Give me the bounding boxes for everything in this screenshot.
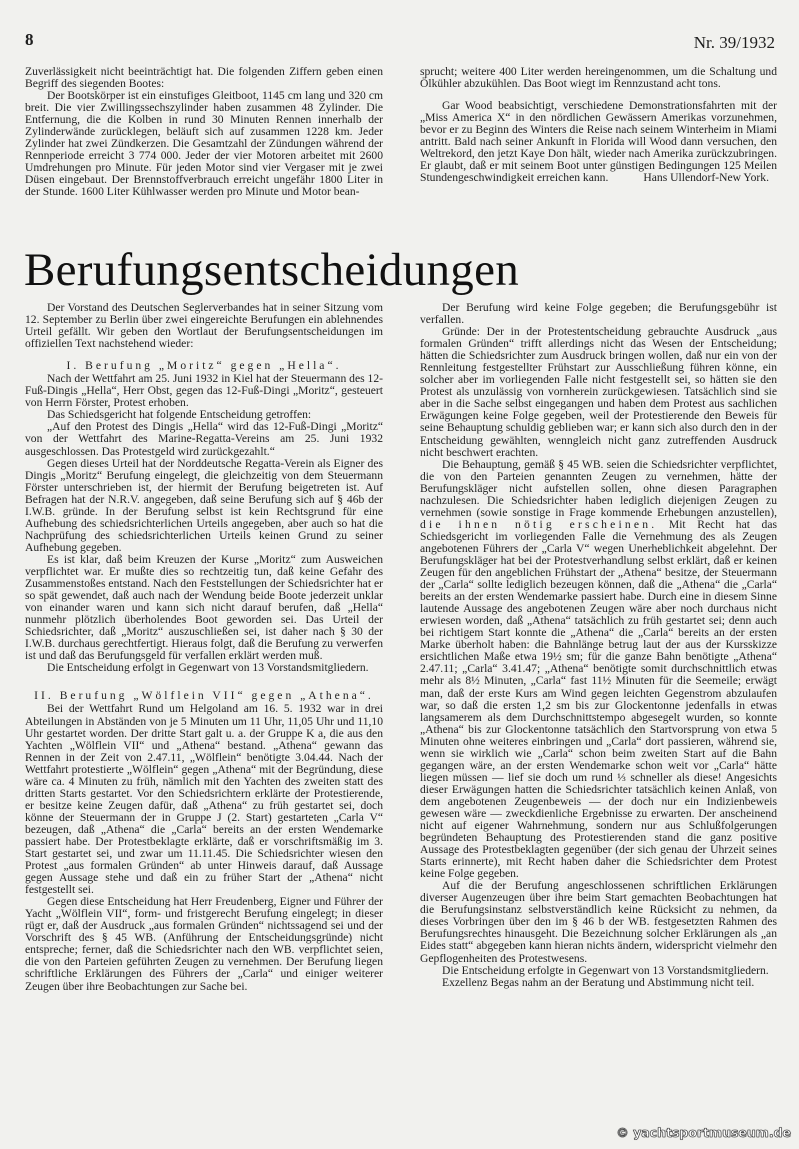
paragraph: Der Bootskörper ist ein einstufiges Gleitboot, 1145 cm lang und 320 cm breit. Die vier Zwillingssechszylinder haben zusammen 48 Zylinder. Die Entfernung, die die Kolben in rund 30 Minuten Rennen innerhalb der Zylinderwände zurücklegen, beläuft sich auf zusammen 1228 km. Jeder Zylinder hat zwei Zündkerzen. Die Gesamtzahl der Zündungen während der Rennperiode erreicht 3 774 000. Jeder der vier Motoren arbeitet mit 2600 Umdrehungen pro Minute. Für jeden Motor sind vier Vergaser mit je zwei Düsen eingebaut. Der Brennstoffverbrauch erreicht ungefähr 1800 Liter in der Stunde. 1600 Liter Kühlwasser werden pro Minute und Motor bean-: [25, 89, 383, 199]
paragraph: Auf die der Berufung angeschlossenen schriftlichen Erklärungen diverser Augenzeugen über ihre beim Start gemachten Beobachtungen hat die Berufungsinstanz selbstverständlich keine Rücksicht zu nehmen, da dieses Vorbringen über den im § 46 b der WB. festgesetzten Rahmen des Berufungsrechtes hinausgeht. Die Bezeichnung solcher Erklärungen als „an Eides statt“ abgegeben kann hieran nichts ändern, widerspricht vielmehr den Gepflogenheiten des Protestwesens.: [420, 879, 777, 965]
paragraph: „Auf den Protest des Dingis „Hella“ wird das 12-Fuß-Dingi „Moritz“ von der Wettfahrt des Marine-Regatta-Vereins am 25. Juni 1932 ausgeschlossen. Das Protestgeld wird zurückgezahlt.“: [25, 420, 383, 458]
paragraph: Nach der Wettfahrt am 25. Juni 1932 in Kiel hat der Steuermann des 12-Fuß-Dingis „Hella“, Herr Obst, gegen das 12-Fuß-Dingi „Moritz“, gesteuert von Herrn Förster, Protest erhoben.: [25, 372, 383, 410]
paragraph: Zuverlässigkeit nicht beeinträchtigt hat. Die folgenden Ziffern geben einen Begriff des siegenden Bootes:: [25, 65, 383, 91]
page-number: 8: [25, 30, 34, 49]
paragraph: Die Entscheidung erfolgte in Gegenwart von 13 Vorstandsmitgliedern.: [442, 963, 769, 977]
article-left-column: [25, 302, 383, 993]
paragraph: Es ist klar, daß beim Kreuzen der Kurse „Moritz“ zum Ausweichen verpflichtet war. Er mußte dies so rechtzeitig tun, daß keine Gefahr des Zusammenstoßes entstand. Nach den Feststellungen der Schiedsrichter hat er so spät gewendet, daß auch nach der Wendung beide Boote jederzeit unklar von einander waren und kann sich nicht darauf berufen, daß „Hella“ nunmehr plötzlich überholendes Boot geworden sei. Das Urteil der Schiedsrichter, daß „Moritz“ auszuschließen sei, ist daher nach § 30 der I.W.B. durchaus gerechtfertigt. Hieraus folgt, daß die Berufung zu verwerfen ist und daß das Berufungsgeld für verfallen erklärt werden muß.: [25, 552, 383, 663]
section-heading-1: I. Berufung „Moritz“ gegen „Hella“.: [66, 359, 342, 373]
paragraph: Exzellenz Begas nahm an der Beratung und Abstimmung nicht teil.: [442, 975, 755, 989]
paragraph: [420, 459, 777, 881]
previous-article-left-column: [25, 66, 383, 199]
paragraph-text: Die Behauptung, gemäß § 45 WB. seien die Schiedsrichter verpflichtet, die von den Parteien genannten Zeugen zu vernehmen, hätte der Berufungskläger nicht aufstellen sollen, ohne diesen Paragraphen nachzulesen. Die Schiedsrichter haben lediglich diejenigen Zeugen zu vernehmen (sowie sonstige in Frage kommende Erhebungen anzustellen),: [420, 457, 777, 519]
paragraph: sprucht; weitere 400 Liter werden hereingenommen, um die Schaltung und Ölkühler abzukühlen. Das Boot wiegt im Rennzustand acht tons.: [420, 65, 777, 91]
article-title: Berufungsentscheidungen: [24, 244, 520, 296]
previous-article-right-column: [420, 66, 777, 184]
section-heading-2: II. Berufung „Wölflein VII“ gegen „Athena“.: [34, 689, 374, 703]
paragraph: [420, 100, 777, 184]
paragraph: Gegen dieses Urteil hat der Norddeutsche Regatta-Verein als Eigner des Dingis „Moritz“ Berufung eingelegt, die gleichzeitig von dem Steuermann Förster unterschrieben ist, der hiermit der Berufung beigetreten ist. Auf Befragen hat der N.R.V. angegeben, daß seine Berufung sich auf § 46b der I.W.B. gründe. In der Berufung selbst ist kein Rechtsgrund für eine Aufhebung des schiedsrichterlichen Urteils angegeben, aber auch so hat die Nachprüfung des schiedsrichterlichen Urteils keinen Grund zu seiner Aufhebung gegeben.: [25, 456, 383, 554]
paragraph: Das Schiedsgericht hat folgende Entscheidung getroffen:: [47, 408, 312, 422]
paragraph: Die Entscheidung erfolgt in Gegenwart von 13 Vorstandsmitgliedern.: [47, 661, 369, 675]
emphasized-text: die ihnen nötig erscheinen.: [420, 517, 658, 531]
paragraph-text: Gar Wood beabsichtigt, verschiedene Demonstrationsfahrten mit der „Miss America X“ in den nördlichen Gewässern Amerikas vorzunehmen, bevor er zu Beginn des Winters die Reise nach seinem Winterheim in Miami antritt. Bald nach seiner Ankunft in Florida will Wood dann versuchen, den Weltrekord, den jetzt Kaye Don hält, wieder nach Amerika zurückzubringen. Er glaubt, daß er mit seinem Boot unter günstigen Bedingungen 125 Meilen Stundengeschwindigkeit erreichen kann.: [420, 99, 777, 185]
paragraph: Bei der Wettfahrt Rund um Helgoland am 16. 5. 1932 war in drei Abteilungen in Abständen von je 5 Minuten um 11 Uhr, 11,05 Uhr und 11,10 Uhr gestartet worden. Der dritte Start galt u. a. der Gruppe K a, die aus den Yachten „Wölflein VII“ und „Athena“ bestand. „Athena“ gewann das Rennen in der Zeit von 2.47.11, „Wölflein“ benötigte 3.04.44. Nach der Wettfahrt protestierte „Wölflein“ gegen „Athena“ mit der Begründung, diese wäre ca. 4 Minuten zu früh, nämlich mit den Yachten des zweiten statt des dritten Starts gestartet. Vor den Schiedsrichtern erklärte der Protestierende, er besitze keine Zeugen dafür, daß „Athena“ zu früh gestartet sei, doch könne der Steuermann der in Gruppe J (2. Start) gestarteten „Carla V“ bezeugen, daß „Athena“ die „Carla“ bereits an der ersten Wendemarke passiert habe. Der Protestbeklagte erklärte, daß er vorschriftsmäßig im 3. Start gestartet sei, und zwar um 11.11.45. Die Schiedsrichter wiesen den Protest „aus formalen Gründen“ ab unter Hinweis darauf, daß Aussage gegen Aussage stehe und daß ein zu früher Start der „Athena“ nicht festgestellt sei.: [25, 702, 383, 897]
paragraph: Der Berufung wird keine Folge gegeben; die Berufungsgebühr ist verfallen.: [420, 301, 777, 327]
paragraph: Gründe: Der in der Protestentscheidung gebrauchte Ausdruck „aus formalen Gründen“ trifft allerdings nicht das Wesen der Entscheidung; hätten die Schiedsrichter zum Ausdruck bringen wollen, daß nur ein von der Rennleitung festgestellter Frühstart zur Ausschließung führen könne, ein solcher aber im vorliegenden Falle nicht festgestellt sei, so hätten sie den Protest als unzulässig von vornherein zurückgewiesen. Tatsächlich sind sie aber in die Sache selbst eingegangen und haben dem Protest aus sachlichen Erwägungen keine Folge gegeben, weil der Protestierende den Beweis für seine Behauptung schuldig geblieben war; er kann sich also durch den in der Entscheidung gewählten, wenngleich nicht ganz zutreffenden Ausdruck nicht beschwert erachten.: [420, 325, 777, 459]
issue-number: Nr. 39/1932: [693, 33, 775, 52]
paragraph: Gegen diese Entscheidung hat Herr Freudenberg, Eigner und Führer der Yacht „Wölflein VII“, form- und fristgerecht Berufung eingelegt; in dieser rügt er, daß der Ausdruck „aus formalen Gründen“ nichtssagend sei und der Vorschrift des § 45 WB. (Anführung der Entscheidungsgründe) nicht entspreche; ferner, daß die Schiedsrichter nach den WB. verpflichtet seien, die von den Parteien geführten Zeugen zu vernehmen. Der Berufung liegen schriftliche Erklärungen des Führers der „Carla“ und einiger weiterer Zeugen über ihre Beobachtungen zur Sache bei.: [25, 895, 383, 993]
author-signature: Hans Ullendorf-New York.: [643, 171, 769, 185]
paragraph-text: Mit Recht hat das Schiedsgericht im vorliegenden Falle die Vernehmung des als Zeugen angebotenen Führers der „Carla V“ wegen Unerheblichkeit abgelehnt. Der Berufungskläger hat bei der Protestverhandlung selbst erklärt, daß er keinen Zeugen für den angeblichen Frühstart der „Athena“ besitze, der Steuermann der „Carla“ sollte lediglich bezeugen können, daß die „Athena“ die „Carla“ bereits an der ersten Wendemarke passiert habe. Durch eine in diesem Sinne lautende Aussage des angebotenen Zeugen wäre aber noch durchaus nicht erwiesen worden, daß „Athena“ tatsächlich zu früh gestartet sei; denn auch bei richtigem Start konnte die „Athena“ die „Carla“ bereits an der ersten Marke überholt haben: die Bahnlänge betrug laut der aus der Kursskizze ersichtlichen Maße etwa 19½ sm; für die ganze Bahn benötigte „Athena“ 2.47.11; „Carla“ 3.41.47; „Athena“ benötigte somit durchschnittlich etwas mehr als 8½ Minuten, „Carla“ fast 11½ Minuten für die Seemeile; erwägt man, daß der erste Kurs am Wind gegen leichten Gegenstrom abzulaufen war, so daß die ersten 1,2 sm bis zur Glockentonne jedenfalls in etwas langsamerem als dem Durchschnittstempo abgesegelt wurden, so konnte „Athena“ bis zur Glockentonne tatsächlich den Startvorsprung von etwa 5 Minuten ohne weiteres einbringen und „Carla“ dort passieren, während sie, wenn sie wirklich wie „Carla“ schon beim zweiten Start auf die Bahn gegangen wäre, an der ersten Wendemarke schon weit vor „Carla“ hätte liegen müssen — lief sie doch um rund ⅓ schneller als diese! Angesichts dieser Erwägungen hatten die Schiedsrichter tatsächlich keinen Anlaß, von dem angebotenen Zeugenbeweis — der doch nur ein Indizienbeweis gewesen wäre — zweckdienliche Ergebnisse zu erwarten. Der anscheinend nicht auf eigener Wahrnehmung, sondern nur aus Schlußfolgerungen begründeten Behauptung des Protestierenden stand die ganz positive Aussage des Protestbeklagten gegenüber (der sich genau der Uhrzeit seines Starts erinnerte), mit Recht haben daher die Schiedsrichter dem Protest keine Folge gegeben.: [420, 517, 777, 881]
watermark: © yachtsportmuseum.de: [616, 1125, 791, 1140]
intro-paragraph: Der Vorstand des Deutschen Seglerverbandes hat in seiner Sitzung vom 12. September zu Berlin über zwei eingereichte Berufungen ein ablehnendes Urteil gefällt. Wir geben den Wortlaut der Berufungsentscheidungen im offiziellen Text nachstehend wieder:: [25, 301, 383, 351]
article-right-column: [420, 302, 777, 989]
